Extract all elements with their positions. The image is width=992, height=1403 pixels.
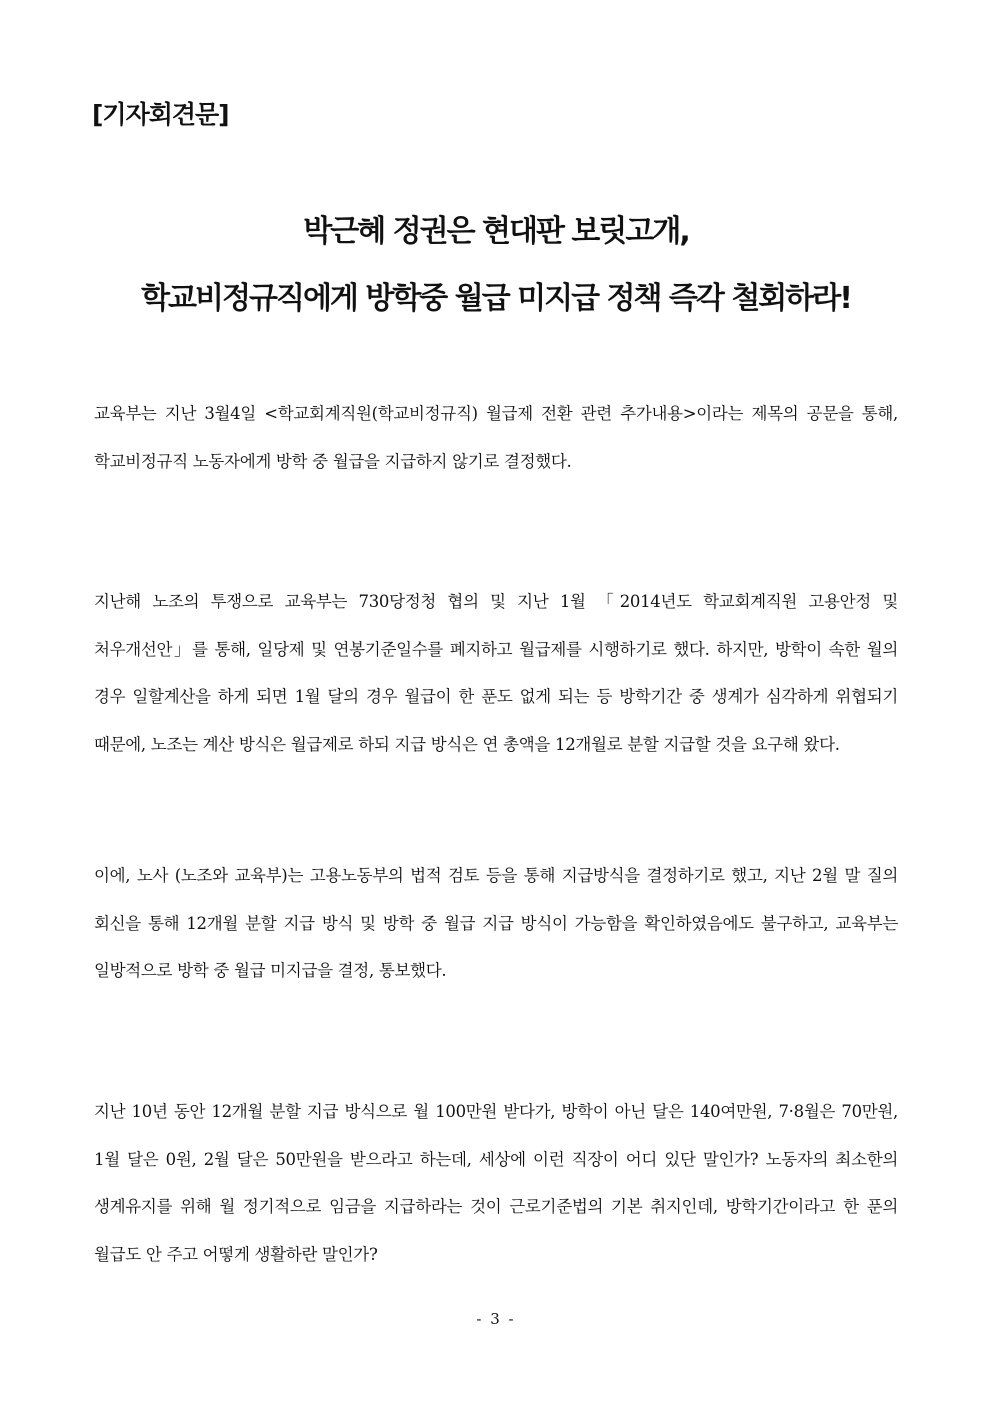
- body-paragraph-1: 교육부는 지난 3월4일 <학교회계직원(학교비정규직) 월급제 전환 관련 추가내용>이라는 제목의 공문을 통해, 학교비정규직 노동자에게 방학 중 월급을 지급하지 않기로 결정했다.: [94, 404, 898, 471]
- body-paragraph-3: 이에, 노사 (노조와 교육부)는 고용노동부의 법적 검토 등을 통해 지급방식을 결정하기로 했고, 지난 2월 말 질의 회신을 통해 12개월 분할 지급 방식 및 방학 중 월급 지급 방식이 가능함을 확인하였음에도 불구하고, 교육부는 일방적으로 방학 중 월급 미지급을 결정, 통보했다.: [94, 866, 898, 980]
- headline-line-1: 박근혜 정권은 현대판 보릿고개,: [303, 214, 689, 249]
- document-type-label: [기자회견문]: [92, 100, 229, 129]
- body-paragraph-2: 지난해 노조의 투쟁으로 교육부는 730당정청 협의 및 지난 1월 「2014년도 학교회계직원 고용안정 및 처우개선안」를 통해, 일당제 및 연봉기준일수를 폐지하고 월급제를 시행하기로 했다. 하지만, 방학이 속한 월의 경우 일할계산을 하게 되면 1월 달의 경우 월급이 한 푼도 없게 되는 등 방학기간 중 생계가 심각하게 위협되기 때문에, 노조는 계산 방식은 월급제로 하되 지급 방식은 연 총액을 12개월로 분할 지급할 것을 요구해 왔다.: [94, 592, 898, 754]
- body-paragraph-4: 지난 10년 동안 12개월 분할 지급 방식으로 월 100만원 받다가, 방학이 아닌 달은 140여만원, 7·8월은 70만원, 1월 달은 0원, 2월 달은 50만원을 받으라고 하는데, 세상에 이런 직장이 어디 있단 말인가? 노동자의 최소한의 생계유지를 위해 월 정기적으로 임금을 지급하라는 것이 근로기준법의 기본 취지인데, 방학기간이라고 한 푼의 월급도 안 주고 어떻게 생활하란 말인가?: [94, 1102, 898, 1264]
- headline-line-2: 학교비정규직에게 방학중 월급 미지급 정책 즉각 철회하라!: [141, 281, 851, 316]
- page-number: - 3 -: [476, 1310, 516, 1328]
